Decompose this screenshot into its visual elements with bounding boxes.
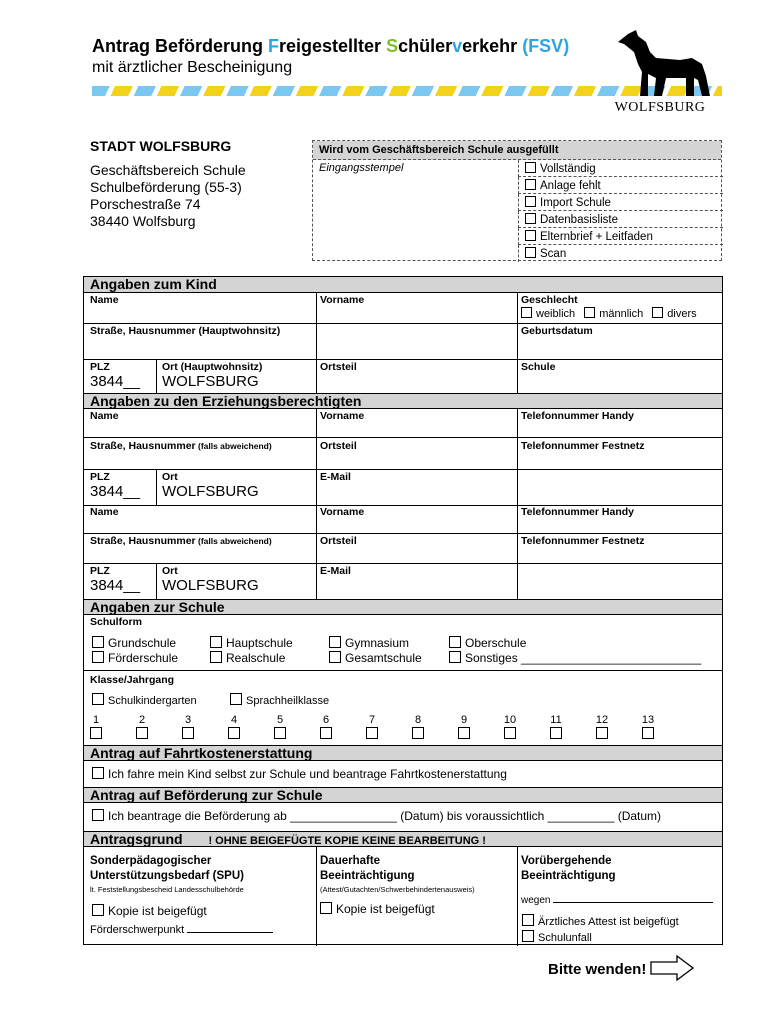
address-line: Geschäftsbereich Schule bbox=[90, 162, 246, 178]
checkbox-icon[interactable] bbox=[92, 767, 104, 779]
option-label: Ich fahre mein Kind selbst zur Schule und beantrage Fahrtkostenerstattung bbox=[108, 767, 507, 781]
guardian2-city-value[interactable]: WOLFSBURG bbox=[162, 577, 259, 594]
checkbox-icon[interactable] bbox=[92, 693, 104, 705]
section-school: Angaben zur Schule bbox=[84, 599, 722, 615]
footer-text: Bitte wenden! bbox=[548, 961, 647, 978]
section-title: Antragsgrund bbox=[90, 831, 183, 847]
child-name-field[interactable]: Name bbox=[90, 294, 119, 306]
option-label: Kopie ist beigefügt bbox=[336, 902, 435, 916]
grade-number: 12 bbox=[595, 714, 609, 726]
office-check-database[interactable] bbox=[518, 211, 723, 228]
checkbox-icon[interactable] bbox=[522, 930, 534, 942]
option-label: Hauptschule bbox=[226, 636, 293, 650]
child-school-field[interactable]: Schule bbox=[521, 361, 556, 373]
grade-number: 9 bbox=[460, 714, 468, 726]
checkbox-male[interactable] bbox=[584, 307, 595, 318]
school-type-col1 bbox=[92, 636, 178, 666]
checkbox-icon[interactable] bbox=[449, 651, 461, 663]
option-label: Ärztliches Attest ist beigefügt bbox=[538, 916, 679, 928]
field-label: Förderschwerpunkt bbox=[90, 924, 185, 936]
guardian1-street-field[interactable] bbox=[90, 440, 272, 452]
title-part: (FSV) bbox=[522, 36, 570, 56]
check-label: Datenbasisliste bbox=[540, 214, 618, 226]
office-check-letter[interactable] bbox=[518, 228, 723, 245]
grade-number: 1 bbox=[92, 714, 100, 726]
option-hauptschule[interactable] bbox=[210, 636, 293, 651]
section-transport: Antrag auf Beförderung zur Schule bbox=[84, 787, 722, 803]
guardian2-city-label: Ort bbox=[162, 565, 178, 577]
guardian1-name-field[interactable]: Name bbox=[90, 410, 119, 422]
arrow-right-icon bbox=[649, 955, 695, 981]
option-gymnasium[interactable] bbox=[329, 636, 422, 651]
guardian1-zip-label: PLZ bbox=[90, 471, 110, 483]
permanent-note: (Attest/Gutachten/Schwerbehindertenausweis) bbox=[320, 885, 475, 894]
office-check-attachment-missing[interactable] bbox=[518, 177, 723, 194]
please-turn-over bbox=[548, 955, 695, 981]
guardian1-email-field[interactable]: E-Mail bbox=[320, 471, 351, 483]
child-city-value[interactable]: WOLFSBURG bbox=[162, 373, 259, 390]
checkbox-icon[interactable] bbox=[92, 904, 104, 916]
child-firstname-field[interactable]: Vorname bbox=[320, 294, 365, 306]
grade-number: 10 bbox=[503, 714, 517, 726]
temporary-options bbox=[522, 914, 679, 946]
grade-number: 4 bbox=[230, 714, 238, 726]
school-type-col2 bbox=[210, 636, 293, 666]
title-line: Dauerhafte bbox=[320, 855, 381, 867]
option-label: Realschule bbox=[226, 651, 286, 665]
child-city-label: Ort (Hauptwohnsitz) bbox=[162, 361, 263, 373]
grade-checkbox[interactable] bbox=[136, 727, 148, 739]
checkbox-icon[interactable] bbox=[320, 902, 332, 914]
option-transport[interactable] bbox=[92, 809, 661, 823]
check-label: Import Schule bbox=[540, 197, 611, 209]
guardian2-district-field[interactable]: Ortsteil bbox=[320, 535, 357, 547]
child-zip-value[interactable]: 3844__ bbox=[90, 373, 141, 390]
office-box-title: Wird vom Geschäftsbereich Schule ausgefüllt bbox=[313, 141, 721, 160]
checkbox-icon[interactable] bbox=[210, 651, 222, 663]
child-birthdate-field[interactable]: Geburtsdatum bbox=[521, 325, 593, 337]
grade-checkbox[interactable] bbox=[320, 727, 332, 739]
option-label: weiblich bbox=[536, 308, 576, 320]
address-line: Schulbeförderung (55-3) bbox=[90, 179, 242, 195]
checkbox-icon[interactable] bbox=[210, 636, 222, 648]
grade-checkbox[interactable] bbox=[504, 727, 516, 739]
guardian1-mobile-field[interactable]: Telefonnummer Handy bbox=[521, 410, 634, 422]
grade-checkbox[interactable] bbox=[550, 727, 562, 739]
child-gender-label: Geschlecht bbox=[521, 294, 578, 306]
checkbox-icon[interactable] bbox=[449, 636, 461, 648]
address-line: Porschestraße 74 bbox=[90, 196, 201, 212]
guardian2-landline-field[interactable]: Telefonnummer Festnetz bbox=[521, 535, 645, 547]
grade-number: 7 bbox=[368, 714, 376, 726]
checkbox-icon[interactable] bbox=[525, 213, 536, 224]
grade-checkbox[interactable] bbox=[228, 727, 240, 739]
office-check-import[interactable] bbox=[518, 194, 723, 211]
office-use-box bbox=[312, 140, 722, 261]
grade-number: 11 bbox=[550, 714, 562, 726]
spu-title bbox=[90, 854, 244, 884]
option-oberschule[interactable] bbox=[449, 636, 701, 651]
checkbox-icon[interactable] bbox=[525, 196, 536, 207]
child-zip-label: PLZ bbox=[90, 361, 110, 373]
option-label: Förderschule bbox=[108, 651, 179, 665]
check-label: Anlage fehlt bbox=[540, 180, 601, 192]
section-reason bbox=[84, 831, 722, 847]
address-line: 38440 Wolfsburg bbox=[90, 213, 196, 229]
title-part: reigestellter bbox=[279, 36, 387, 56]
reason-notice: ! OHNE BEIGEFÜGTE KOPIE KEINE BEARBEITUNG ! bbox=[208, 835, 486, 847]
guardian1-district-field[interactable]: Ortsteil bbox=[320, 440, 357, 452]
address-block bbox=[90, 138, 246, 230]
checkbox-female[interactable] bbox=[521, 307, 532, 318]
title-part: Antrag Beförderung bbox=[92, 36, 269, 56]
field-label: wegen bbox=[521, 895, 551, 906]
title-line: Vorübergehende bbox=[521, 855, 612, 867]
school-type-col4 bbox=[449, 636, 701, 666]
title-part: v bbox=[452, 36, 463, 56]
gender-options bbox=[521, 307, 697, 320]
grade-label: Klasse/Jahrgang bbox=[90, 674, 175, 686]
option-label: divers bbox=[667, 308, 697, 320]
option-label: Schulunfall bbox=[538, 932, 592, 944]
grade-number: 2 bbox=[138, 714, 146, 726]
temporary-title bbox=[521, 854, 616, 884]
section-travel-costs: Antrag auf Fahrtkostenerstattung bbox=[84, 745, 722, 761]
child-district-field[interactable]: Ortsteil bbox=[320, 361, 357, 373]
option-kindergarten[interactable] bbox=[92, 693, 197, 707]
grade-checkbox[interactable] bbox=[412, 727, 424, 739]
grade-checkbox[interactable] bbox=[458, 727, 470, 739]
checkbox-icon[interactable] bbox=[525, 179, 536, 190]
checkbox-icon[interactable] bbox=[92, 809, 104, 821]
permanent-title bbox=[320, 854, 415, 884]
option-school-accident[interactable] bbox=[522, 930, 679, 946]
grade-number: 13 bbox=[641, 714, 655, 726]
label-hint: (falls abweichend) bbox=[195, 536, 272, 546]
guardian1-landline-field[interactable]: Telefonnummer Festnetz bbox=[521, 440, 645, 452]
label-hint: (falls abweichend) bbox=[195, 441, 272, 451]
title-part: F bbox=[268, 36, 280, 56]
guardian1-firstname-field[interactable]: Vorname bbox=[320, 410, 365, 422]
grade-number: 5 bbox=[276, 714, 284, 726]
checkbox-icon[interactable] bbox=[92, 651, 104, 663]
guardian2-zip-value[interactable]: 3844__ bbox=[90, 577, 141, 594]
option-speech-class[interactable] bbox=[230, 693, 329, 707]
spu-focus-field[interactable] bbox=[90, 923, 273, 936]
option-special[interactable] bbox=[92, 651, 178, 666]
option-gesamtschule[interactable] bbox=[329, 651, 422, 666]
title-line: Sonderpädagogischer bbox=[90, 855, 212, 867]
option-travel-costs[interactable] bbox=[92, 767, 507, 781]
page-title bbox=[92, 36, 569, 57]
grade-checkbox[interactable] bbox=[366, 727, 378, 739]
checkbox-icon[interactable] bbox=[230, 693, 242, 705]
guardian2-mobile-field[interactable]: Telefonnummer Handy bbox=[521, 506, 634, 518]
option-other[interactable] bbox=[449, 651, 701, 666]
permanent-copy-option[interactable] bbox=[320, 902, 435, 916]
guardian1-zip-value[interactable]: 3844__ bbox=[90, 483, 141, 500]
office-check-complete[interactable] bbox=[518, 160, 723, 177]
label-text: Straße, Hausnummer bbox=[90, 535, 196, 547]
grade-checkbox[interactable] bbox=[596, 727, 608, 739]
guardian2-firstname-field[interactable]: Vorname bbox=[320, 506, 365, 518]
checkbox-icon[interactable] bbox=[329, 636, 341, 648]
option-label: Grundschule bbox=[108, 636, 177, 650]
application-form bbox=[83, 276, 723, 945]
grade-checkbox[interactable] bbox=[90, 727, 102, 739]
checkbox-icon[interactable] bbox=[92, 636, 104, 648]
title-part: chüler bbox=[398, 36, 453, 56]
guardian1-city-value[interactable]: WOLFSBURG bbox=[162, 483, 259, 500]
title-line: Beeinträchtigung bbox=[521, 870, 616, 882]
wolf-logo-icon bbox=[610, 28, 715, 98]
option-label: männlich bbox=[599, 308, 644, 320]
title-part: S bbox=[386, 36, 399, 56]
option-label: Schulkindergarten bbox=[108, 695, 197, 707]
checkbox-icon[interactable] bbox=[525, 162, 536, 173]
guardian2-name-field[interactable]: Name bbox=[90, 506, 119, 518]
stamp-label: Eingangsstempel bbox=[319, 162, 404, 174]
option-label: Sprachheilklasse bbox=[246, 695, 330, 707]
check-label: Scan bbox=[540, 248, 567, 260]
option-label: Kopie ist beigefügt bbox=[108, 904, 207, 918]
grade-checkbox[interactable] bbox=[642, 727, 654, 739]
checkbox-icon[interactable] bbox=[525, 247, 536, 258]
section-guardians: Angaben zu den Erziehungsberechtigten bbox=[84, 393, 722, 409]
check-label: Vollständig bbox=[540, 163, 596, 175]
grade-checkbox[interactable] bbox=[274, 727, 286, 739]
page-subtitle: mit ärztlicher Bescheinigung bbox=[92, 59, 293, 76]
check-label: Elternbrief + Leitfaden bbox=[540, 231, 653, 243]
spu-copy-option[interactable] bbox=[92, 904, 207, 918]
school-type-label: Schulform bbox=[90, 616, 142, 628]
temporary-reason-field[interactable] bbox=[521, 893, 713, 906]
option-realschule[interactable] bbox=[210, 651, 293, 666]
logo-wordmark: WOLFSBURG bbox=[614, 100, 706, 115]
guardian2-email-field[interactable]: E-Mail bbox=[320, 565, 351, 577]
option-label: Gesamtschule bbox=[345, 651, 422, 665]
option-attest[interactable] bbox=[522, 914, 679, 930]
option-label: Ich beantrage die Beförderung ab ________________ (Datum) bis voraussichtlich __________ (Datum) bbox=[108, 809, 662, 823]
checkbox-icon[interactable] bbox=[329, 651, 341, 663]
section-child: Angaben zum Kind bbox=[84, 277, 722, 293]
title-line: Unterstützungsbedarf (SPU) bbox=[90, 870, 244, 882]
title-line: Beeinträchtigung bbox=[320, 870, 415, 882]
title-part: erkehr bbox=[462, 36, 523, 56]
checkbox-icon[interactable] bbox=[522, 914, 534, 926]
office-check-scan[interactable] bbox=[518, 245, 723, 262]
grade-number: 8 bbox=[414, 714, 422, 726]
guardian2-street-field[interactable] bbox=[90, 535, 272, 547]
checkbox-icon[interactable] bbox=[525, 230, 536, 241]
school-type-col3 bbox=[329, 636, 422, 666]
label-text: Straße, Hausnummer bbox=[90, 440, 196, 452]
option-primary[interactable] bbox=[92, 636, 178, 651]
org-name: STADT WOLFSBURG bbox=[90, 138, 232, 154]
guardian1-city-label: Ort bbox=[162, 471, 178, 483]
option-label: Sonstiges ___________________________ bbox=[465, 651, 702, 665]
grade-number: 6 bbox=[322, 714, 330, 726]
option-label: Gymnasium bbox=[345, 636, 410, 650]
grade-checkbox[interactable] bbox=[182, 727, 194, 739]
checkbox-diverse[interactable] bbox=[652, 307, 663, 318]
child-street-field[interactable]: Straße, Hausnummer (Hauptwohnsitz) bbox=[90, 325, 281, 337]
spu-note: lt. Feststellungsbescheid Landesschulbehörde bbox=[90, 885, 244, 894]
guardian2-zip-label: PLZ bbox=[90, 565, 110, 577]
grade-number: 3 bbox=[184, 714, 192, 726]
option-label: Oberschule bbox=[465, 636, 527, 650]
